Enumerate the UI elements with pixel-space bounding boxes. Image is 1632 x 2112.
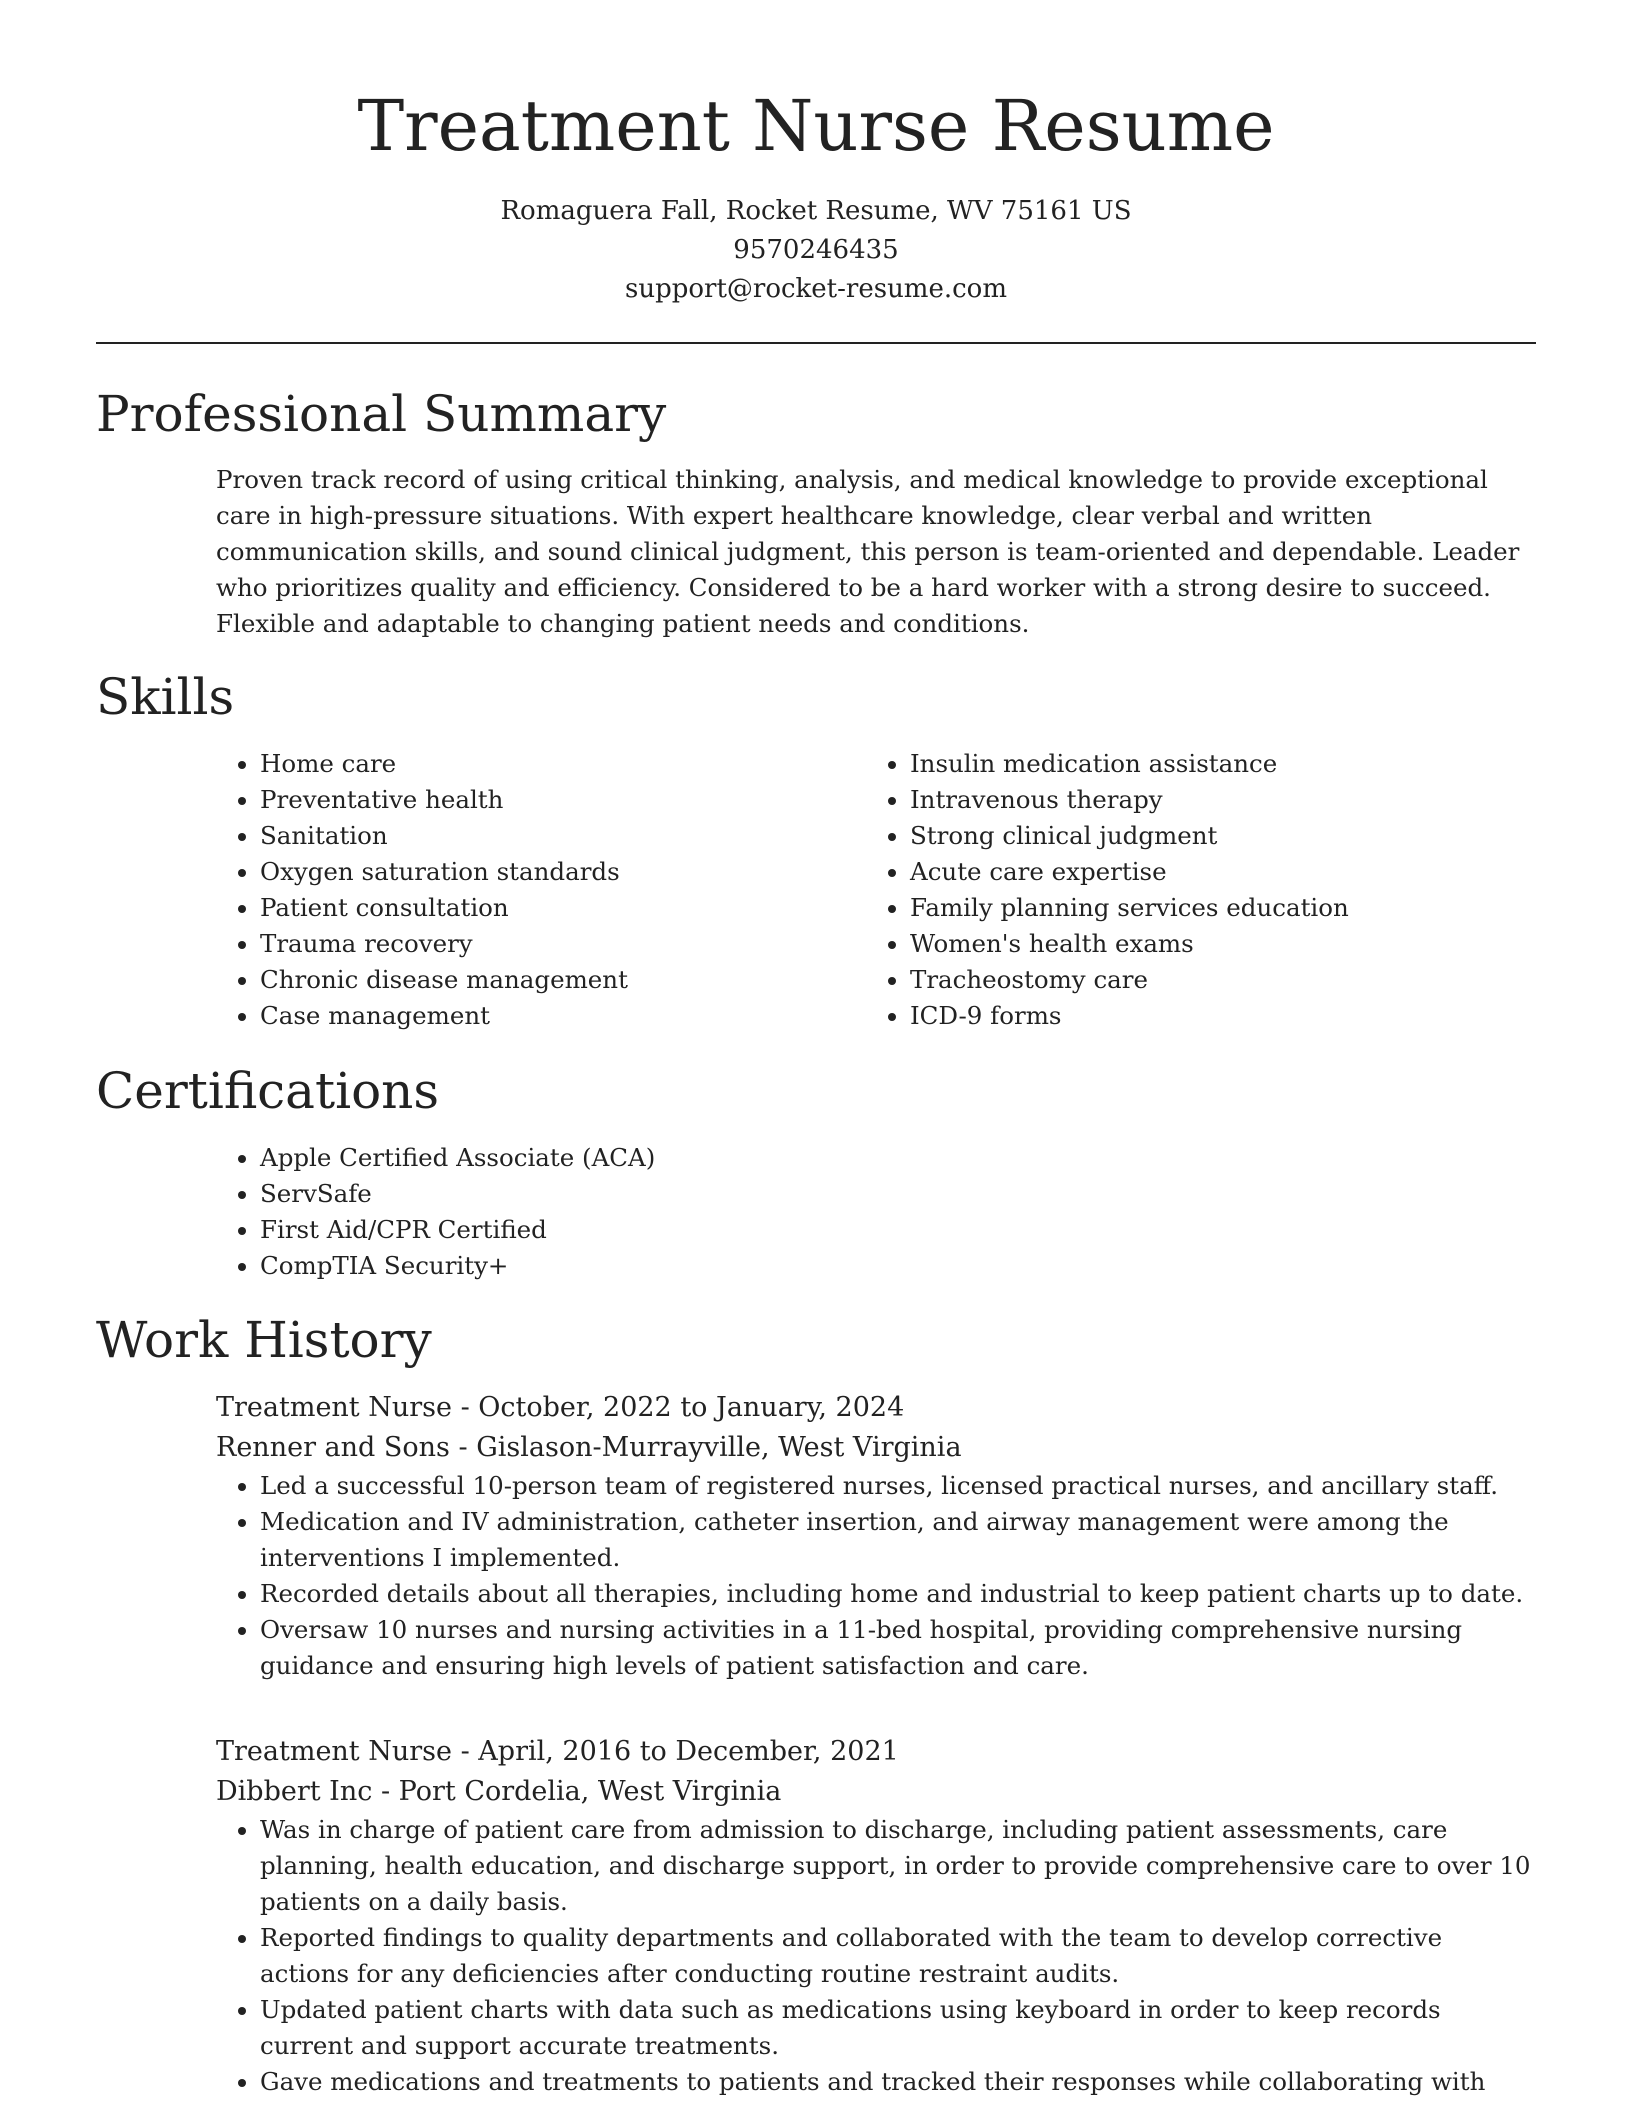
skill-item: • Case management xyxy=(260,998,816,1034)
skill-item: • Strong clinical judgment xyxy=(910,818,1506,854)
job-title-line xyxy=(216,1388,1536,1428)
resume-title: Treatment Nurse Resume xyxy=(357,85,1275,167)
job-duty-item: • Updated patient charts with data such as medications using keyboard in order to keep records current and support accurate treatments. xyxy=(260,1992,1536,2064)
skills-list-left xyxy=(216,746,816,1034)
certification-item: • CompTIA Security+ xyxy=(260,1248,1516,1284)
job-location: - Gislason-Murrayville, West Virginia xyxy=(449,1432,962,1463)
skills-list-right xyxy=(866,746,1506,1034)
certifications-heading: Certifications xyxy=(96,1062,440,1120)
job-duty-item: • Medication and IV administration, catheter insertion, and airway management were among the interventions I implemented. xyxy=(260,1504,1536,1576)
skill-item: • Tracheostomy care xyxy=(910,962,1506,998)
certifications-block xyxy=(216,1140,1516,1284)
skills-heading: Skills xyxy=(96,668,235,726)
skill-item: • Patient consultation xyxy=(260,890,816,926)
skill-item: • ICD-9 forms xyxy=(910,998,1506,1034)
skill-item: • Sanitation xyxy=(260,818,816,854)
skill-item: • Trauma recovery xyxy=(260,926,816,962)
job-duty-item: • Gave medications and treatments to patients and tracked their responses while collaborating with xyxy=(260,2064,1536,2100)
job-dates: - April, 2016 to December, 2021 xyxy=(452,1736,899,1767)
skill-item: • Women's health exams xyxy=(910,926,1506,962)
work-history-heading: Work History xyxy=(96,1311,432,1369)
skill-item: • Intravenous therapy xyxy=(910,782,1506,818)
skills-column-left xyxy=(216,746,816,1034)
job-company: Renner and Sons xyxy=(216,1432,450,1463)
summary-text: Proven track record of using critical thinking, analysis, and medical knowledge to provide exceptional care in high-pressure situations. With expert healthcare knowledge, clear verbal and written communication skills, and sound clinical judgment, this person is team-oriented and dependable. Leader who prioritizes quality and efficiency. Considered to be a hard worker with a strong desire to succeed. Flexible and adaptable to changing patient needs and conditions. xyxy=(216,465,1520,638)
job-duty-item: • Recorded details about all therapies, including home and industrial to keep patient charts up to date. xyxy=(260,1576,1536,1612)
job-duty-item: • Was in charge of patient care from admission to discharge, including patient assessments, care planning, health education, and discharge support, in order to provide comprehensive care to over 10 patients on a daily basis. xyxy=(260,1812,1536,1920)
skill-item: • Acute care expertise xyxy=(910,854,1506,890)
summary-heading: Professional Summary xyxy=(96,385,667,443)
job-company: Dibbert Inc xyxy=(216,1776,373,1807)
contact-address: Romaguera Fall, Rocket Resume, WV 75161 US xyxy=(500,196,1132,226)
job-title-line xyxy=(216,1732,1536,1772)
contact-block xyxy=(0,192,1632,309)
certification-item: • First Aid/CPR Certified xyxy=(260,1212,1516,1248)
certifications-list xyxy=(216,1140,1516,1284)
skill-item: • Oxygen saturation standards xyxy=(260,854,816,890)
job-location: - Port Cordelia, West Virginia xyxy=(372,1776,782,1807)
skill-item: • Chronic disease management xyxy=(260,962,816,998)
contact-phone: 9570246435 xyxy=(733,235,899,265)
job-duty-item: • Led a successful 10-person team of registered nurses, licensed practical nurses, and ancillary staff. xyxy=(260,1468,1536,1504)
header-divider xyxy=(96,342,1536,344)
skill-item: • Family planning services education xyxy=(910,890,1506,926)
contact-email: support@rocket-resume.com xyxy=(624,274,1007,304)
job-duty-item: • Reported findings to quality departments and collaborated with the team to develop corrective actions for any deficiencies after conducting routine restraint audits. xyxy=(260,1920,1536,1992)
job-dates: - October, 2022 to January, 2024 xyxy=(452,1392,905,1423)
skill-item: • Preventative health xyxy=(260,782,816,818)
certification-item: • Apple Certified Associate (ACA) xyxy=(260,1140,1516,1176)
job-entry xyxy=(216,1388,1536,1684)
job-company-line xyxy=(216,1772,1536,1812)
job-duty-item: • Oversaw 10 nurses and nursing activities in a 11-bed hospital, providing comprehensive nursing guidance and ensuring high levels of patient satisfaction and care. xyxy=(260,1612,1536,1684)
skills-column-right xyxy=(866,746,1506,1034)
certification-item: • ServSafe xyxy=(260,1176,1516,1212)
job-duties-list xyxy=(216,1468,1536,1684)
job-title: Treatment Nurse xyxy=(216,1736,452,1767)
job-entry xyxy=(216,1732,1536,2100)
job-title: Treatment Nurse xyxy=(216,1392,452,1423)
job-duties-list xyxy=(216,1812,1536,2100)
skill-item: • Home care xyxy=(260,746,816,782)
job-company-line xyxy=(216,1428,1536,1468)
skill-item: • Insulin medication assistance xyxy=(910,746,1506,782)
